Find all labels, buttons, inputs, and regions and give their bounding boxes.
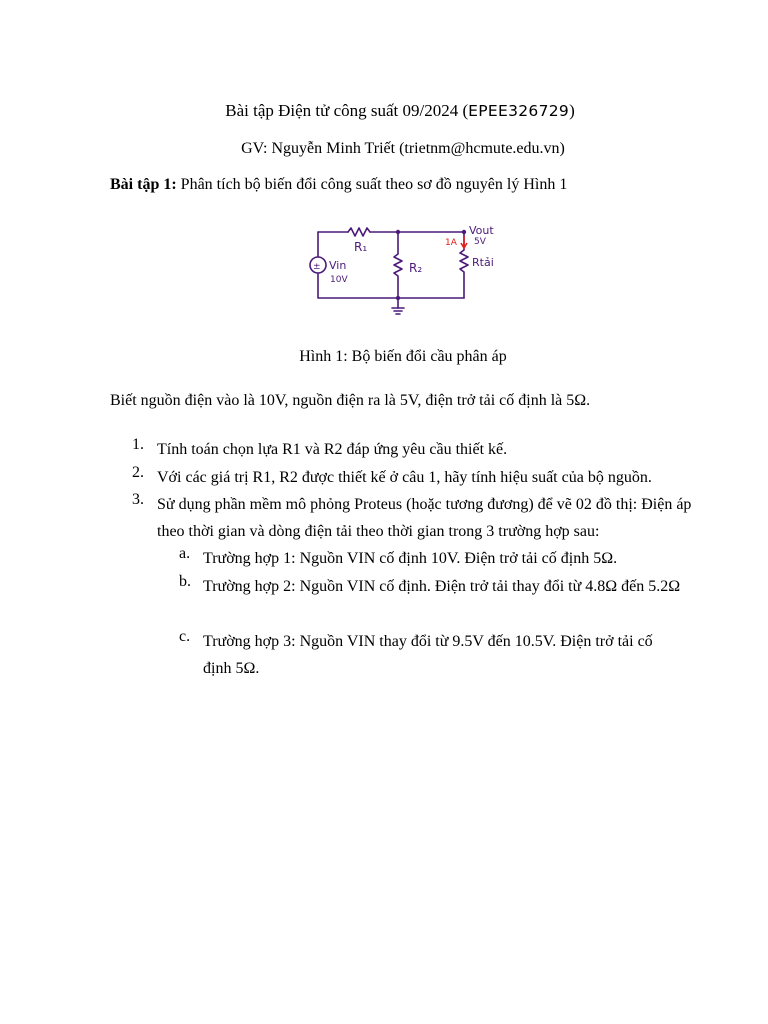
r1-resistor: [348, 228, 370, 236]
exercise-heading: [110, 176, 730, 194]
teacher-line: GV: Nguyễn Minh Triết (trietnm@hcmute.edu.vn): [241, 140, 565, 157]
rload-label: Rtải: [472, 256, 494, 269]
figure-caption: Hình 1: Bộ biến đổi cầu phân áp: [299, 348, 507, 365]
sub-list-letter: c.: [179, 628, 191, 645]
page-title: [0, 101, 768, 121]
vin-value: 10V: [330, 275, 348, 285]
voltage-divider-schematic: [308, 220, 498, 320]
sub-list-text: Trường hợp 3: Nguồn VIN thay đổi từ 9.5V đến 10.5V. Điện trở tải cố định 5Ω.: [203, 633, 653, 677]
current-arrow-icon: [461, 236, 467, 248]
exercise-label: Bài tập 1:: [110, 176, 177, 193]
title-prefix: Bài tập Điện tử công suất 09/2024 (: [225, 101, 469, 120]
sub-list-letter: a.: [179, 545, 191, 562]
course-code: EPEE326729: [468, 102, 570, 120]
ground-icon: [392, 308, 404, 314]
list-number: 2.: [132, 464, 144, 481]
source-symbol-label: ±: [313, 262, 321, 272]
exercise-text: Phân tích bộ biến đổi công suất theo sơ đồ nguyên lý Hình 1: [176, 176, 568, 193]
vout-label: Vout: [469, 224, 494, 237]
sub-list-text: Trường hợp 1: Nguồn VIN cố định 10V. Điện trở tải cố định 5Ω.: [203, 550, 618, 567]
list-text: Sử dụng phần mềm mô phỏng Proteus (hoặc tương đương) để vẽ 02 đồ thị: Điện áp theo thời gian và dòng điện tải theo thời gian trong 3 trường hợp sau:: [157, 496, 692, 540]
sub-list-letter: b.: [179, 573, 191, 590]
list-number: 1.: [132, 436, 144, 453]
list-text: Với các giá trị R1, R2 được thiết kế ở câu 1, hãy tính hiệu suất của bộ nguồn.: [157, 469, 652, 486]
current-label: 1A: [445, 238, 457, 248]
circuit-figure: [308, 220, 498, 320]
list-number: 3.: [132, 491, 144, 508]
vout-value: 5V: [474, 237, 486, 247]
r1-label: R₁: [354, 240, 368, 254]
title-suffix: ): [569, 101, 575, 120]
intro-paragraph: Biết nguồn điện vào là 10V, nguồn điện ra là 5V, điện trở tải cố định là 5Ω.: [110, 392, 591, 409]
vin-label: Vin: [329, 259, 347, 272]
r2-label: R₂: [409, 261, 423, 275]
r2-resistor: [394, 232, 402, 298]
list-text: Tính toán chọn lựa R1 và R2 đáp ứng yêu cầu thiết kế.: [157, 441, 508, 458]
sub-list-text: Trường hợp 2: Nguồn VIN cố định. Điện trở tải thay đổi từ 4.8Ω đến 5.2Ω: [203, 578, 681, 595]
